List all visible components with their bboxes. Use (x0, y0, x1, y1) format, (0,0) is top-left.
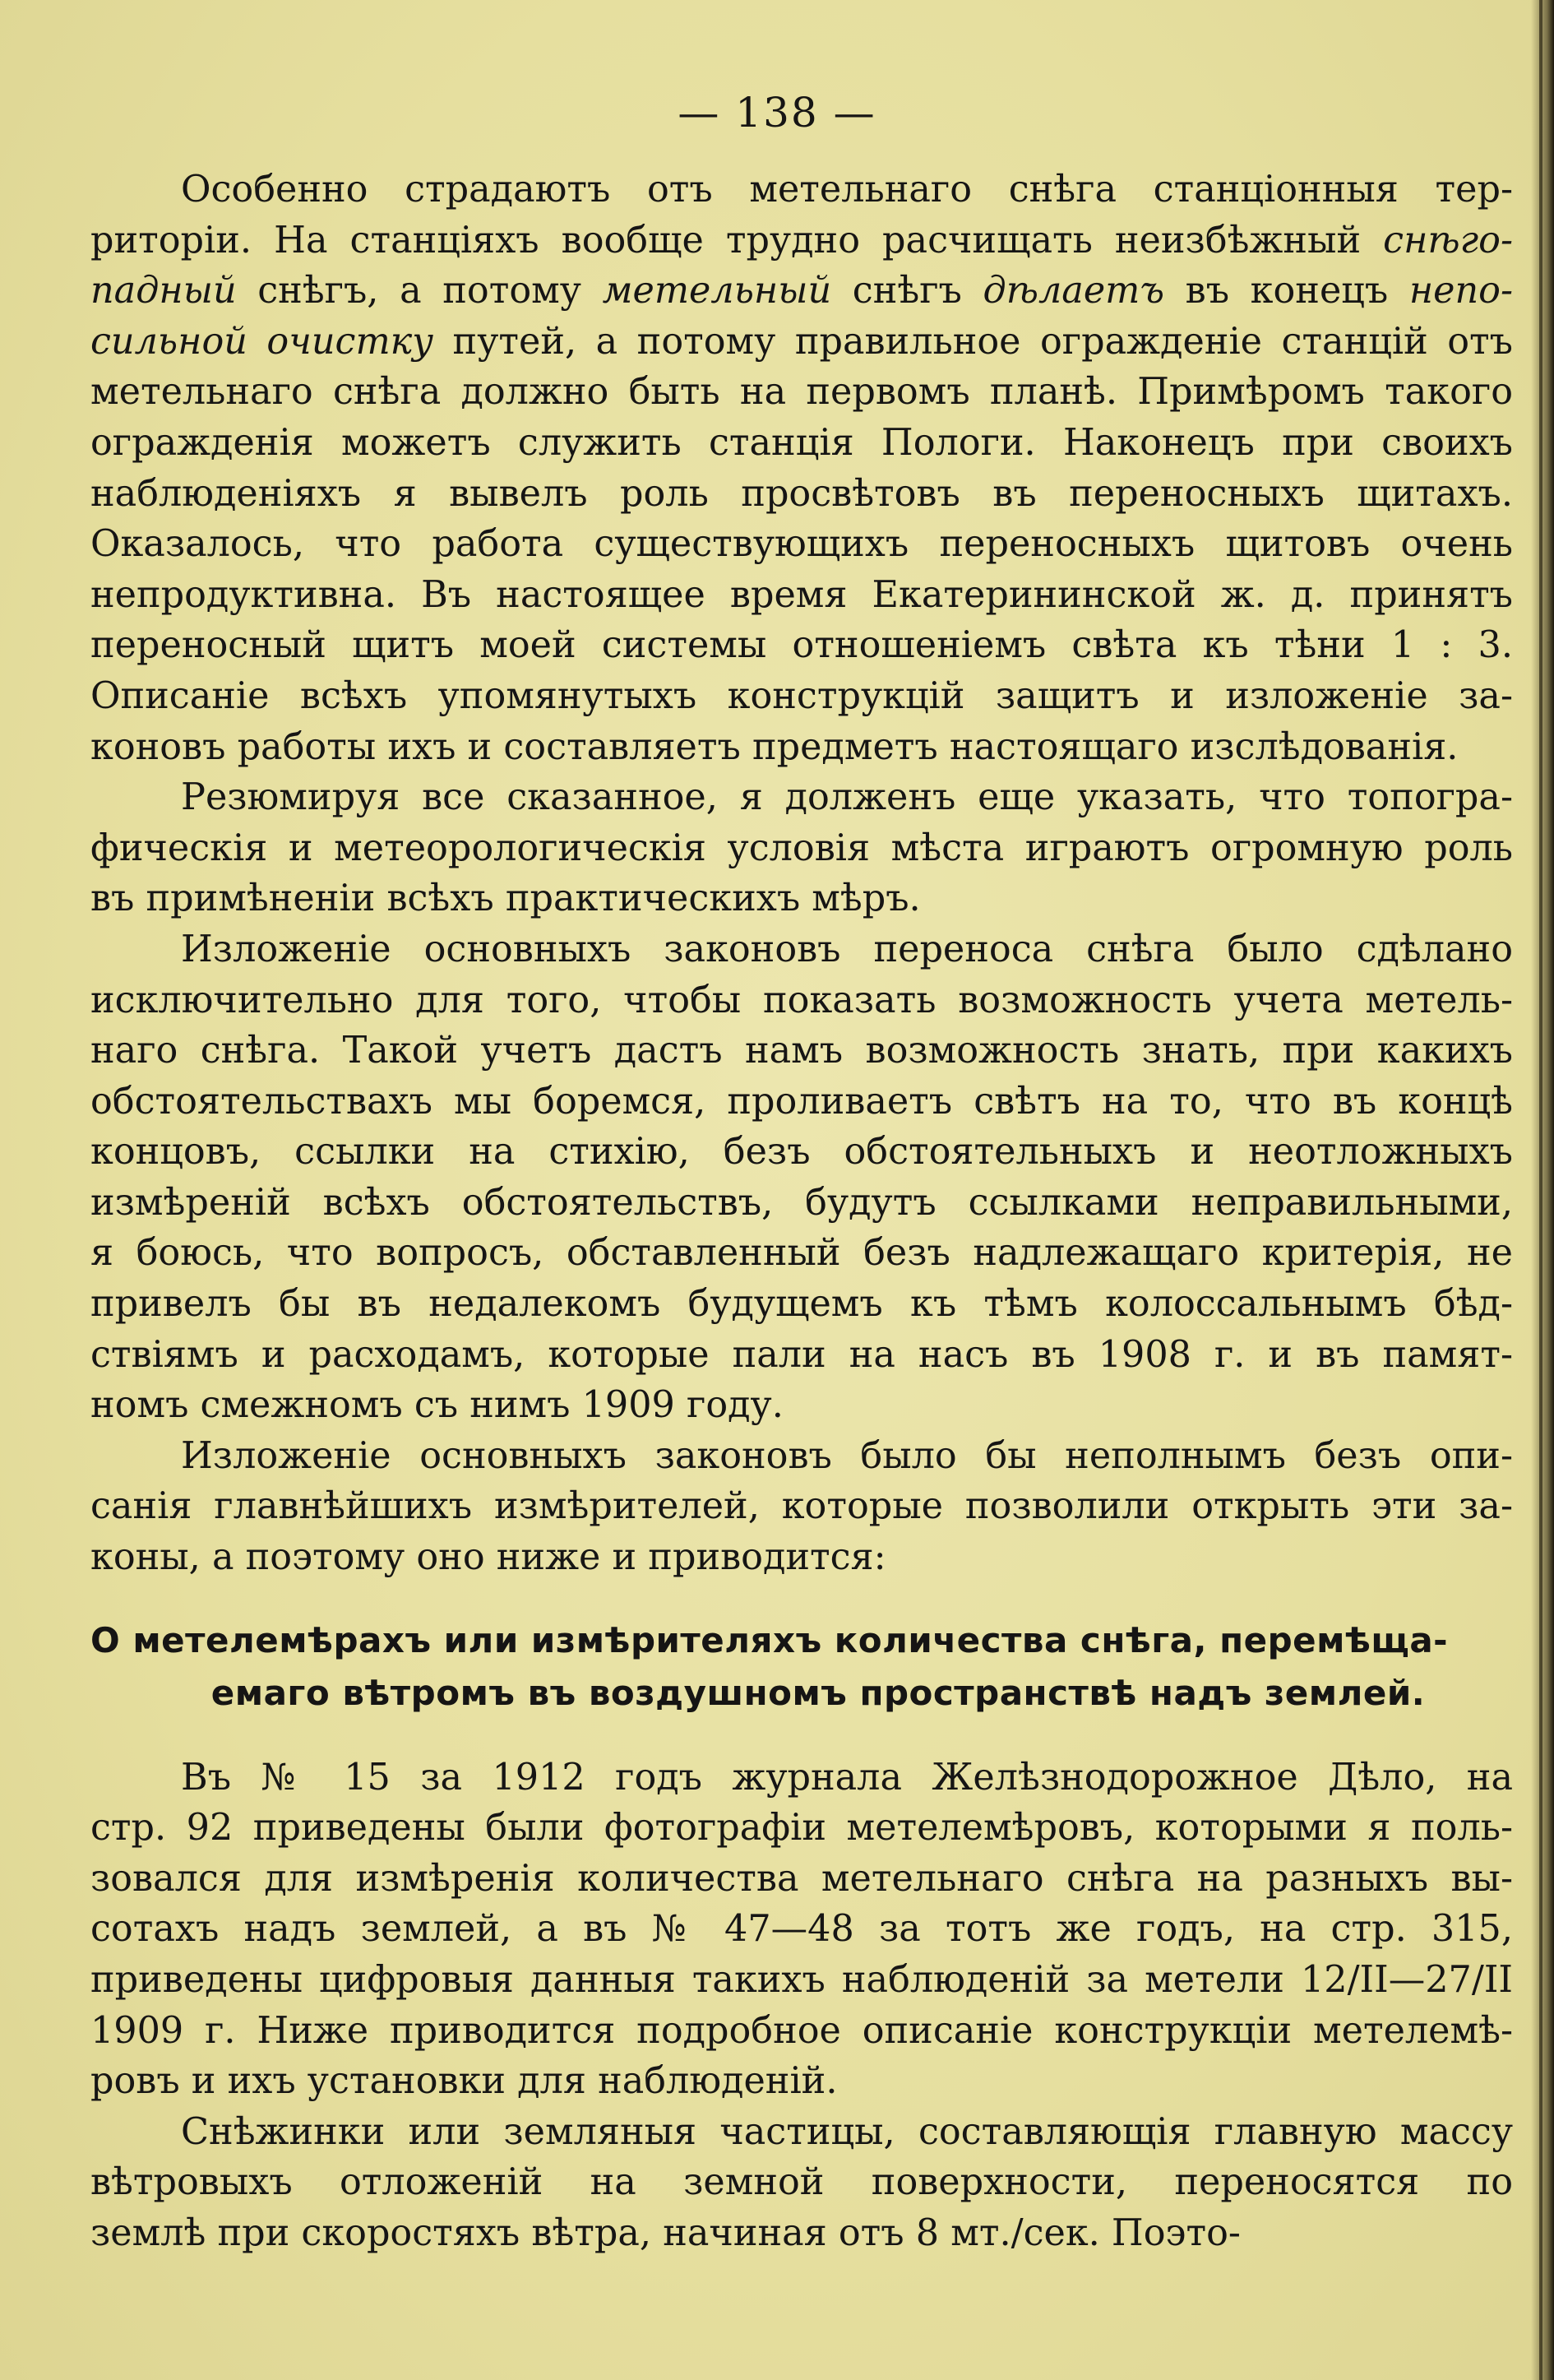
text-run: Описаніе всѣхъ упомянутыхъ конструкцій защитъ и изложеніе за- (90, 674, 1513, 717)
text-line (90, 469, 1513, 520)
text-run: Изложеніе основныхъ законовъ переноса снѣга было сдѣлано (181, 928, 1513, 970)
paragraph (90, 2107, 1513, 2259)
paragraph-group-2 (90, 1753, 1513, 2259)
text-line (90, 570, 1513, 621)
text-line (90, 1380, 1513, 1431)
page-edge-line (1539, 0, 1542, 2380)
italic-text-run: непо- (1408, 270, 1513, 313)
text-run: Снѣжинки или земляныя частицы, составляющія главную массу (181, 2110, 1513, 2153)
text-run: я боюсь, что вопросъ, обставленный безъ надлежащаго критерія, не (90, 1232, 1513, 1275)
text-line (90, 2056, 1513, 2107)
section-heading (90, 1614, 1513, 1720)
text-line (90, 722, 1513, 773)
text-run: ствіямъ и расходамъ, которые пали на насъ въ 1908 г. и въ памят- (90, 1333, 1513, 1376)
text-line (90, 367, 1513, 418)
text-line (90, 164, 1513, 215)
text-line (90, 975, 1513, 1026)
text-line (90, 1330, 1513, 1381)
text-line (90, 2006, 1513, 2057)
text-run: коны, а поэтому оно ниже и приводится: (90, 1536, 886, 1579)
text-line (90, 1127, 1513, 1178)
text-run: непродуктивна. Въ настоящее время Екатерининской ж. д. принятъ (90, 573, 1513, 616)
paragraph (90, 924, 1513, 1431)
text-line (90, 1532, 1513, 1583)
text-line (90, 1904, 1513, 1955)
text-line (90, 772, 1513, 823)
text-run: санія главнѣйшихъ измѣрителей, которые позволили открыть эти за- (90, 1485, 1513, 1528)
section-heading-line-2: емаго вѣтромъ въ воздушномъ пространствѣ надъ землей. (210, 1672, 1426, 1713)
text-run: стр. 92 приведены были фотографіи метелемѣровъ, которыми я поль- (90, 1807, 1513, 1850)
paragraph (90, 772, 1513, 924)
text-run: концовъ, ссылки на стихію, безъ обстоятельныхъ и неотложныхъ (90, 1131, 1513, 1174)
text-run: снѣгъ (831, 270, 983, 313)
text-run: землѣ при скоростяхъ вѣтра, начиная отъ 8 мт./сек. Поэто- (90, 2211, 1241, 2254)
text-run: Въ № 15 за 1912 годъ журнала Желѣзнодорожное Дѣло, на (181, 1756, 1513, 1799)
text-run: измѣреній всѣхъ обстоятельствъ, будутъ ссылками неправильными, (90, 1181, 1513, 1224)
text-run: огражденія можетъ служить станція Пологи. Наконецъ при своихъ (90, 421, 1513, 464)
text-run: въ конецъ (1164, 270, 1409, 313)
text-run: ровъ и ихъ установки для наблюденій. (90, 2060, 838, 2103)
text-line (90, 215, 1513, 266)
text-line (90, 1753, 1513, 1804)
italic-text-run: падный (90, 270, 237, 313)
text-line (90, 1228, 1513, 1279)
book-spine-shadow (1531, 0, 1554, 2380)
text-line (90, 2208, 1513, 2259)
text-line (90, 418, 1513, 469)
text-line (90, 823, 1513, 874)
body-text (90, 164, 1513, 2259)
text-run: фическія и метеорологическія условія мѣста играютъ огромную роль (90, 827, 1513, 869)
text-run: вѣтровыхъ отложеній на земной поверхности, переносятся по (90, 2161, 1513, 2204)
text-line (90, 519, 1513, 570)
section-heading-line-1: О метелемѣрахъ или измѣрителяхъ количества снѣга, перемѣща- (90, 1619, 1449, 1660)
text-run: сотахъ надъ землей, а въ № 47—48 за тотъ же годъ, на стр. 315, (90, 1908, 1513, 1951)
text-run: въ примѣненіи всѣхъ практическихъ мѣръ. (90, 877, 921, 920)
italic-text-run: метельный (602, 270, 832, 313)
text-line (90, 1431, 1513, 1482)
text-run: путей, а потому правильное огражденіе станцій отъ (433, 320, 1513, 363)
text-run: Резюмируя все сказанное, я долженъ еще указать, что топогра- (181, 776, 1513, 819)
text-run: переносный щитъ моей системы отношеніемъ свѣта къ тѣни 1 : 3. (90, 624, 1513, 667)
text-run: зовался для измѣренія количества метельнаго снѣга на разныхъ вы- (90, 1857, 1513, 1900)
text-run: наго снѣга. Такой учетъ дастъ намъ возможность знать, при какихъ (90, 1030, 1513, 1072)
text-line (90, 620, 1513, 671)
text-run: приведены цифровыя данныя такихъ наблюденій за метели 12/II—27/II (90, 1959, 1513, 2001)
text-line (90, 1279, 1513, 1330)
text-run: Изложеніе основныхъ законовъ было бы неполнымъ безъ опи- (181, 1434, 1513, 1477)
paragraph (90, 1753, 1513, 2107)
italic-text-run: снѣго- (1383, 219, 1513, 262)
text-line (90, 317, 1513, 368)
text-line (90, 1955, 1513, 2006)
text-line (90, 873, 1513, 924)
text-line (90, 2157, 1513, 2208)
text-run: снѣгъ, а потому (236, 270, 603, 313)
text-line (90, 1481, 1513, 1532)
text-run: наблюденіяхъ я вывелъ роль просвѣтовъ въ переносныхъ щитахъ. (90, 472, 1513, 515)
paragraph-group-1 (90, 164, 1513, 1583)
text-line (90, 1803, 1513, 1854)
text-line (90, 671, 1513, 722)
text-line (90, 266, 1513, 317)
text-run: номъ смежномъ съ нимъ 1909 году. (90, 1384, 784, 1427)
text-line (90, 1026, 1513, 1077)
text-line (90, 1077, 1513, 1127)
italic-text-run: сильной очистку (90, 320, 434, 363)
text-run: привелъ бы въ недалекомъ будущемъ къ тѣмъ колоссальнымъ бѣд- (90, 1283, 1513, 1326)
paragraph (90, 1431, 1513, 1583)
text-line (90, 1178, 1513, 1229)
text-line (90, 924, 1513, 975)
text-run: риторіи. На станціяхъ вообще трудно расчищать неизбѣжный (90, 219, 1384, 262)
paragraph (90, 164, 1513, 772)
text-run: 1909 г. Ниже приводится подробное описаніе конструкціи метелемѣ- (90, 2009, 1513, 2052)
text-run: коновъ работы ихъ и составляетъ предметъ настоящаго изслѣдованія. (90, 725, 1459, 768)
text-line (90, 2107, 1513, 2158)
text-run: Особенно страдаютъ отъ метельнаго снѣга станціонныя тер- (181, 169, 1513, 211)
page-number: — 138 — (678, 89, 876, 137)
italic-text-run: дѣлаетъ (983, 270, 1165, 313)
text-run: обстоятельствахъ мы боремся, проливаетъ свѣтъ на то, что въ концѣ (90, 1080, 1513, 1123)
text-run: исключительно для того, чтобы показать возможность учета метель- (90, 979, 1513, 1021)
text-line (90, 1854, 1513, 1905)
text-run: Оказалось, что работа существующихъ переносныхъ щитовъ очень (90, 523, 1513, 566)
text-run: метельнаго снѣга должно быть на первомъ планѣ. Примѣромъ такого (90, 371, 1513, 414)
